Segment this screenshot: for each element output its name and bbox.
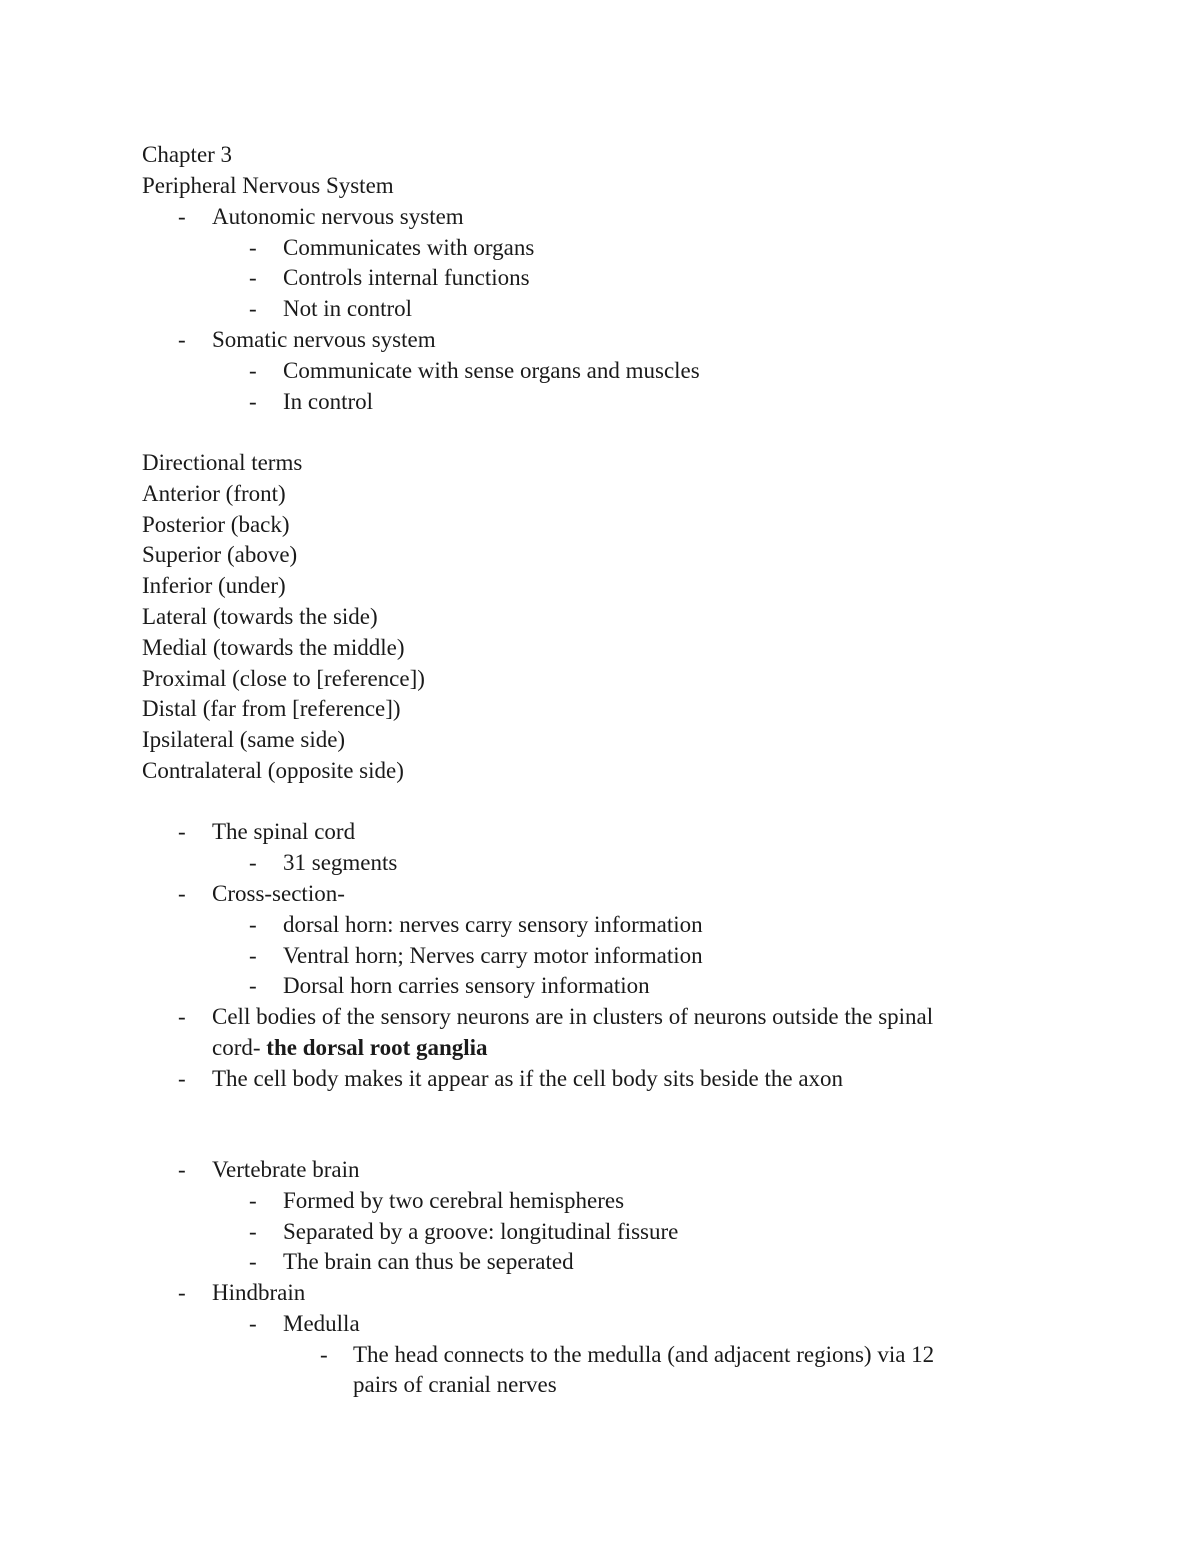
bullet-dash: -	[249, 265, 257, 290]
section-heading-directional: Directional terms	[142, 450, 303, 475]
chapter-heading: Chapter 3	[142, 142, 233, 167]
list-item-text: The spinal cord	[212, 819, 356, 844]
list-item-text: Formed by two cerebral hemispheres	[283, 1188, 625, 1213]
bullet-dash: -	[249, 358, 257, 383]
bullet-dash: -	[178, 1280, 186, 1305]
continuation-text: pairs of cranial nerves	[353, 1372, 557, 1397]
bullet-dash: -	[178, 327, 186, 352]
list-item-text: The brain can thus be seperated	[283, 1249, 574, 1274]
list-item-text: Communicate with sense organs and muscles	[283, 358, 700, 383]
list-item-text: Medulla	[283, 1311, 360, 1336]
bullet-dash: -	[249, 912, 257, 937]
list-item-text: Cell bodies of the sensory neurons are in clusters of neurons outside the spinal	[212, 1004, 934, 1029]
term-line: Proximal (close to [reference])	[142, 666, 425, 691]
bullet-dash: -	[249, 973, 257, 998]
list-item-text: Somatic nervous system	[212, 327, 436, 352]
list-item-text: Hindbrain	[212, 1280, 306, 1305]
term-line: Lateral (towards the side)	[142, 604, 378, 629]
list-item-text: Vertebrate brain	[212, 1157, 360, 1182]
term-line: Medial (towards the middle)	[142, 635, 405, 660]
bullet-dash: -	[249, 850, 257, 875]
list-item-text: Autonomic nervous system	[212, 204, 464, 229]
list-item-text: Communicates with organs	[283, 235, 535, 260]
term-line: Ipsilateral (same side)	[142, 727, 346, 752]
term-line: Distal (far from [reference])	[142, 696, 401, 721]
term-line: Posterior (back)	[142, 512, 290, 537]
emphasis-text: the dorsal root ganglia	[266, 1035, 488, 1060]
bullet-dash: -	[249, 389, 257, 414]
list-item-text: Cross-section-	[212, 881, 345, 906]
list-item-text: Ventral horn; Nerves carry motor information	[283, 943, 703, 968]
bullet-dash: -	[178, 1066, 186, 1091]
list-item-text: dorsal horn: nerves carry sensory information	[283, 912, 703, 937]
list-item-text: The head connects to the medulla (and adjacent regions) via 12	[353, 1342, 935, 1367]
continuation-prefix: cord-	[212, 1035, 267, 1060]
term-line: Contralateral (opposite side)	[142, 758, 404, 783]
list-item-text: The cell body makes it appear as if the cell body sits beside the axon	[212, 1066, 844, 1091]
list-item-text: Not in control	[283, 296, 413, 321]
term-line: Inferior (under)	[142, 573, 286, 598]
bullet-dash: -	[249, 296, 257, 321]
bullet-dash: -	[178, 1004, 186, 1029]
section-heading-pns: Peripheral Nervous System	[142, 173, 394, 198]
term-line: Superior (above)	[142, 542, 298, 567]
bullet-dash: -	[249, 1311, 257, 1336]
bullet-dash: -	[178, 1157, 186, 1182]
continuation-text	[212, 1032, 488, 1063]
term-line: Anterior (front)	[142, 481, 286, 506]
bullet-dash: -	[249, 1188, 257, 1213]
bullet-dash: -	[320, 1342, 328, 1367]
bullet-dash: -	[249, 1249, 257, 1274]
bullet-dash: -	[178, 881, 186, 906]
bullet-dash: -	[178, 204, 186, 229]
list-item-text: 31 segments	[283, 850, 398, 875]
list-item-text: In control	[283, 389, 374, 414]
bullet-dash: -	[178, 819, 186, 844]
list-item-text: Separated by a groove: longitudinal fissure	[283, 1219, 679, 1244]
list-item-text: Dorsal horn carries sensory information	[283, 973, 650, 998]
list-item-text: Controls internal functions	[283, 265, 530, 290]
bullet-dash: -	[249, 943, 257, 968]
bullet-dash: -	[249, 1219, 257, 1244]
bullet-dash: -	[249, 235, 257, 260]
